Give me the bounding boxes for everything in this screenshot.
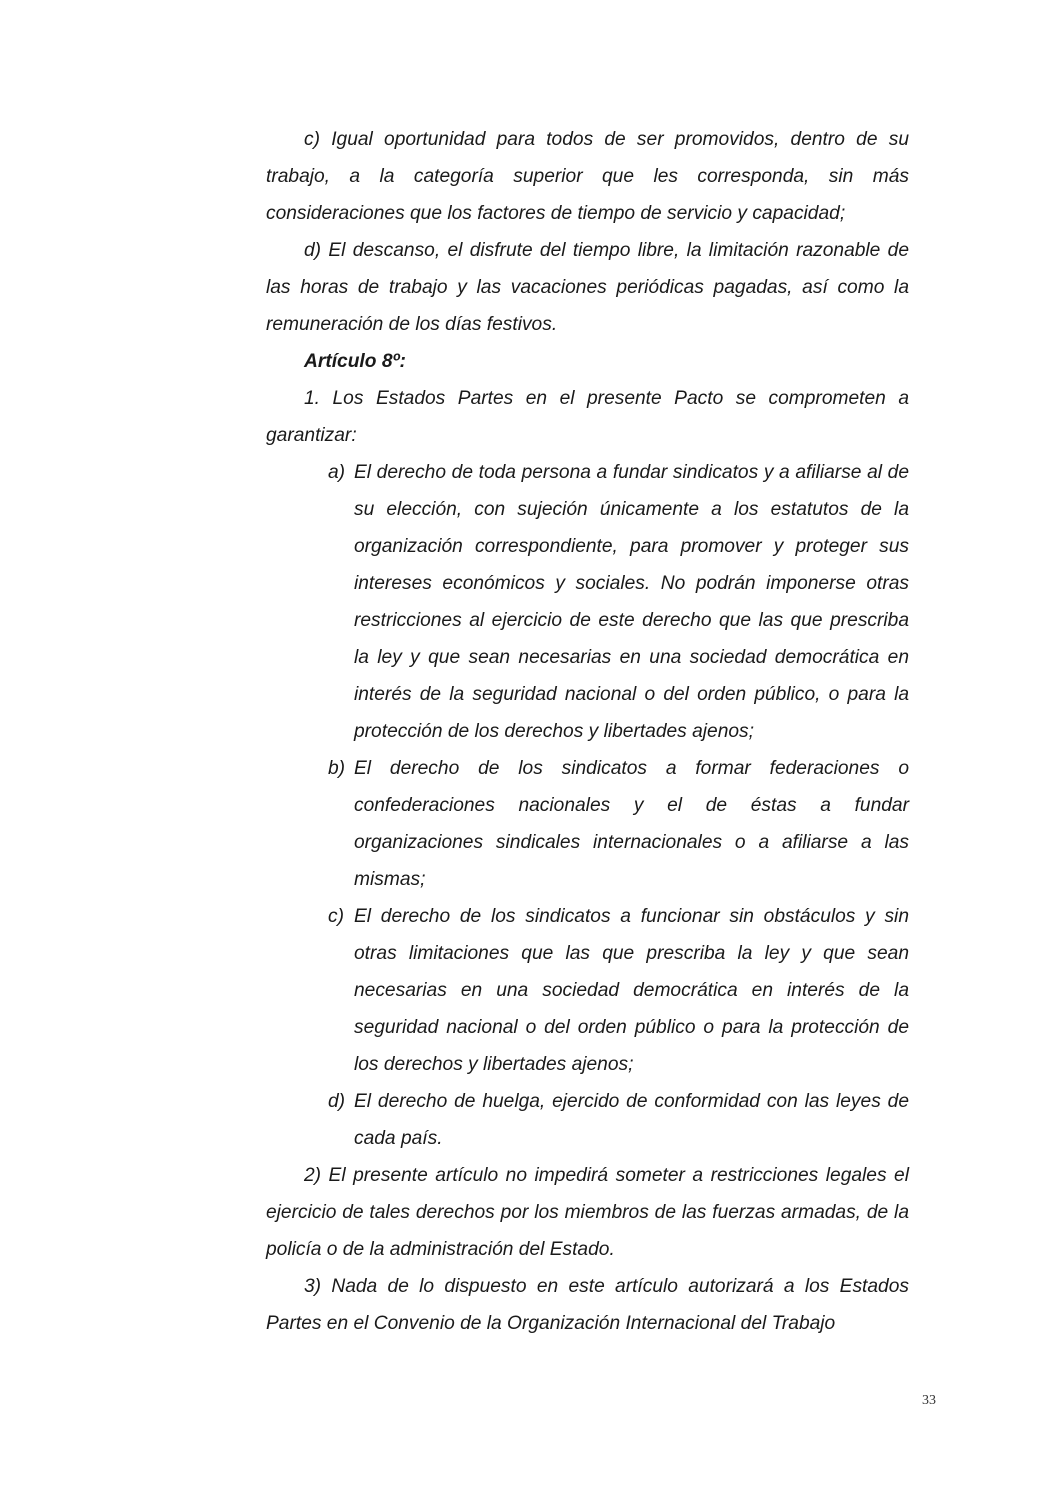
- list-item-text: El derecho de los sindicatos a funcionar sin obstáculos y sin otras limitaciones que las que prescriba la ley y que sean necesarias en una sociedad democrática en interés de la seguridad nacional o del orden público o para la protección de los derechos y libertades ajenos;: [354, 906, 909, 1075]
- list-item-text: El derecho de los sindicatos a formar federaciones o confederaciones nacionales y el de éstas a fundar organizaciones sindicales internacionales o a afiliarse a las mismas;: [354, 758, 909, 890]
- list-item-text: El derecho de huelga, ejercido de conformidad con las leyes de cada país.: [354, 1091, 909, 1149]
- list-item-text: El derecho de toda persona a fundar sindicatos y a afiliarse al de su elección, con sujeción únicamente a los estatutos de la organización correspondiente, para promover y proteger sus intereses económicos y sociales. No podrán imponerse otras restricciones al ejercicio de este derecho que las que prescriba la ley y que sean necesarias en una sociedad democrática en interés de la seguridad nacional o del orden público, o para la protección de los derechos y libertades ajenos;: [354, 462, 909, 742]
- list-item-d: [328, 1083, 909, 1157]
- list-item-a: [328, 454, 909, 750]
- page-number: 33: [922, 1393, 936, 1408]
- list-item-b: [328, 750, 909, 898]
- paragraph-2: 2) El presente artículo no impedirá someter a restricciones legales el ejercicio de tales derechos por los miembros de las fuerzas armadas, de la policía o de la administración del Estado.: [266, 1165, 909, 1260]
- list-marker: b): [328, 758, 346, 779]
- list-marker: c): [328, 906, 344, 927]
- paragraph-1: 1. Los Estados Partes en el presente Pacto se comprometen a garantizar:: [266, 388, 909, 446]
- article-heading: Artículo 8º:: [304, 351, 406, 372]
- paragraph-3: 3) Nada de lo dispuesto en este artículo autorizará a los Estados Partes en el Convenio de la Organización Internacional del Trabajo: [266, 1276, 909, 1334]
- list-marker: a): [328, 462, 346, 483]
- document-body: [266, 121, 909, 1342]
- list-marker: d): [328, 1091, 346, 1112]
- list-item-c: [328, 898, 909, 1083]
- paragraph-d: d) El descanso, el disfrute del tiempo libre, la limitación razonable de las horas de trabajo y las vacaciones periódicas pagadas, así como la remuneración de los días festivos.: [266, 240, 909, 335]
- paragraph-c: c) Igual oportunidad para todos de ser promovidos, dentro de su trabajo, a la categoría superior que les corresponda, sin más consideraciones que los factores de tiempo de servicio y capacidad;: [266, 129, 909, 224]
